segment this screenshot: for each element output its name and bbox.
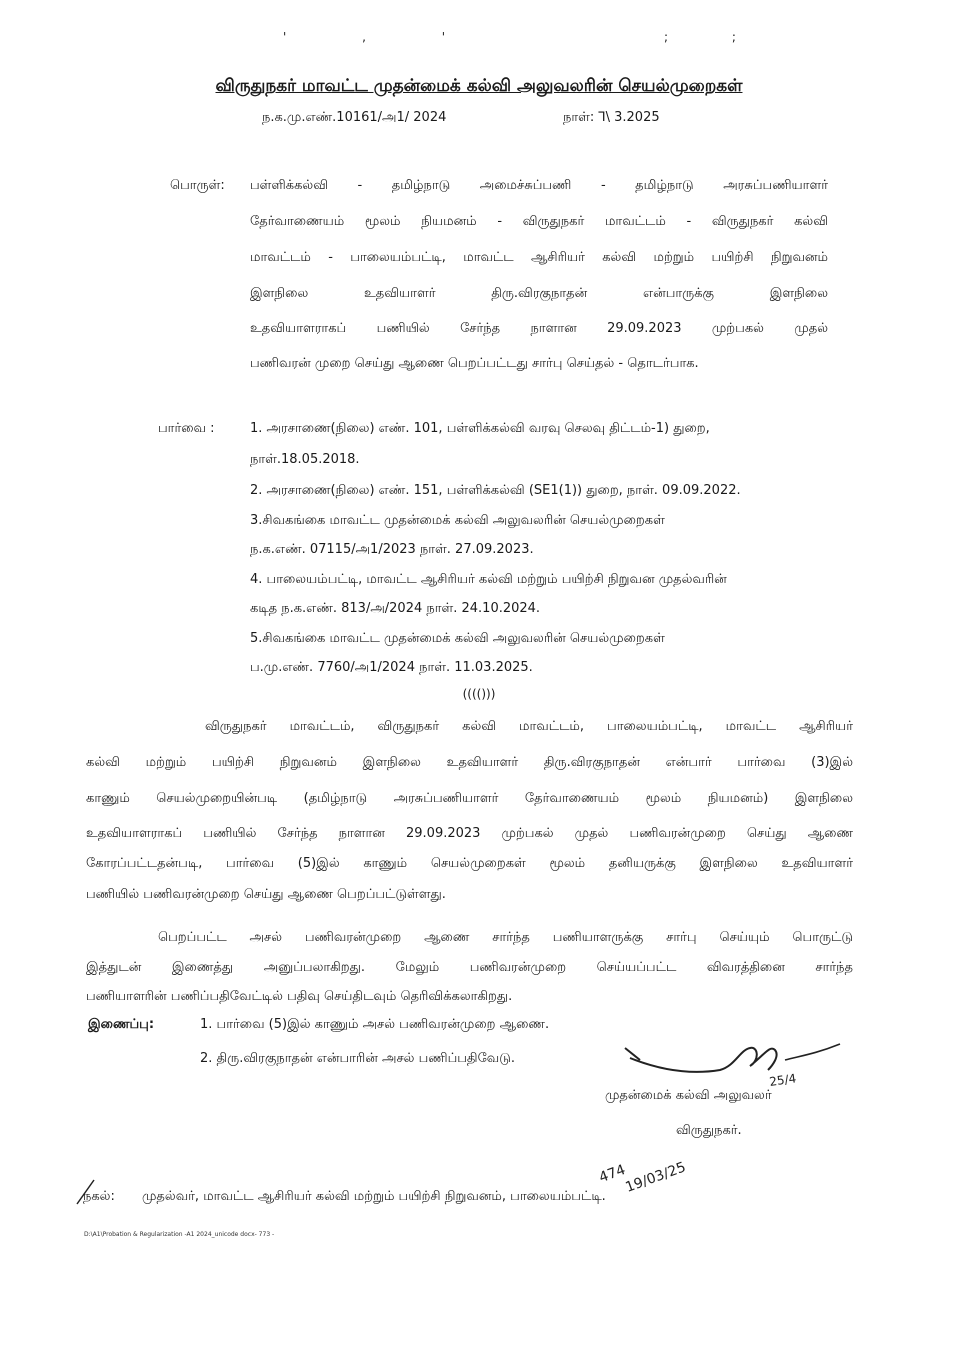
copy-recipient: முதல்வர், மாவட்ட ஆசிரியர் கல்வி மற்றும் பயிற்சி நிறுவனம், பாலையம்பட்டி. bbox=[142, 1189, 606, 1204]
subject-line: பள்ளிக்கல்வி - தமிழ்நாடு அமைச்சுப்பணி - தமிழ்நாடு அரசுப்பணியாளர் bbox=[250, 178, 828, 193]
reference-item: நாள்.18.05.2018. bbox=[250, 452, 360, 467]
subject-label: பொருள்: bbox=[170, 178, 225, 193]
enclosure-item: 1. பார்வை (5)இல் காணும் அசல் பணிவரன்முறை ஆணை. bbox=[200, 1017, 550, 1032]
body-paragraph-line: பணியாளரின் பணிப்பதிவேட்டில் பதிவு செய்திடவும் தெரிவிக்கலாகிறது. bbox=[86, 989, 513, 1004]
body-paragraph-line: இத்துடன் இணைத்து அனுப்பலாகிறது. மேலும் பணிவரன்முறை செய்யப்பட்ட விவரத்தினை சார்ந்த bbox=[86, 960, 853, 975]
reference-item: ப.மு.எண். 7760/அ1/2024 நாள். 11.03.2025. bbox=[250, 660, 533, 675]
enclosures-label: இணைப்பு: bbox=[88, 1017, 155, 1032]
copy-label: நகல்: bbox=[83, 1189, 115, 1204]
subject-line: மாவட்டம் - பாலையம்பட்டி, மாவட்ட ஆசிரியர் கல்வி மற்றும் பயிற்சி நிறுவனம் bbox=[250, 250, 828, 265]
scan-marks-right: ; ; bbox=[664, 30, 766, 44]
reference-item: 4. பாலையம்பட்டி, மாவட்ட ஆசிரியர் கல்வி மற்றும் பயிற்சி நிறுவன முதல்வரின் bbox=[250, 572, 727, 587]
signatory-place: விருதுநகர். bbox=[676, 1123, 742, 1138]
body-paragraph-line: கோரப்பட்டதன்படி, பார்வை (5)இல் காணும் செயல்முறைகள் மூலம் தனியருக்கு இளநிலை உதவியாளர் bbox=[86, 856, 853, 871]
body-paragraph-line: காணும் செயல்முறையின்படி (தமிழ்நாடு அரசுப்பணியாளர் தேர்வாணையம் மூலம் நியமனம்) இளநிலை bbox=[86, 791, 853, 806]
body-paragraph-line: உதவியாளராகப் பணியில் சேர்ந்த நாளான 29.09.2023 முற்பகல் முதல் பணிவரன்முறை செய்து ஆணை bbox=[86, 826, 853, 841]
subject-line: உதவியாளராகப் பணியில் சேர்ந்த நாளான 29.09.2023 முற்பகல் முதல் bbox=[250, 321, 828, 336]
scan-marks-left: ' , ' bbox=[283, 30, 482, 44]
svg-text:19/03/25: 19/03/25 bbox=[623, 1159, 688, 1196]
subject-line: தேர்வாணையம் மூலம் நியமனம் - விருதுநகர் மாவட்டம் - விருதுநகர் கல்வி bbox=[250, 214, 828, 229]
body-paragraph-line: விருதுநகர் மாவட்டம், விருதுநகர் கல்வி மாவட்டம், பாலையம்பட்டி, மாவட்ட ஆசிரியர் bbox=[205, 719, 853, 734]
reference-item: 1. அரசாணை(நிலை) எண். 101, பள்ளிக்கல்வி வரவு செலவு திட்டம்-1) துறை, bbox=[250, 421, 710, 436]
references-label: பார்வை : bbox=[158, 421, 215, 436]
handwritten-date-scribble bbox=[595, 1130, 705, 1196]
file-path-footer: D:\A1\Probation & Regularization -A1 2024_unicode docx- 773 - bbox=[84, 1231, 275, 1238]
subject-line: பணிவரன் முறை செய்து ஆணை பெறப்பட்டது சார்பு செய்தல் - தொடர்பாக. bbox=[250, 356, 699, 371]
svg-text:474: 474 bbox=[597, 1161, 628, 1187]
document-date: நாள்: ⅂\ 3.2025 bbox=[563, 110, 660, 125]
body-paragraph-line: கல்வி மற்றும் பயிற்சி நிறுவனம் இளநிலை உதவியாளர் திரு.விரகுநாதன் என்பார் பார்வை (3)இல் bbox=[86, 755, 853, 770]
svg-text:25/4: 25/4 bbox=[768, 1071, 798, 1089]
reference-item: ந.க.எண். 07115/அ1/2023 நாள். 27.09.2023. bbox=[250, 542, 534, 557]
reference-item: 2. அரசாணை(நிலை) எண். 151, பள்ளிக்கல்வி (SE1(1)) துறை, நாள். 09.09.2022. bbox=[250, 483, 741, 498]
reference-item: 5.சிவகங்கை மாவட்ட முதன்மைக் கல்வி அலுவலரின் செயல்முறைகள் bbox=[250, 631, 665, 646]
body-paragraph-line: பணியில் பணிவரன்முறை செய்து ஆணை பெறப்பட்டுள்ளது. bbox=[86, 887, 446, 902]
reference-item: கடித ந.க.எண். 813/அ/2024 நாள். 24.10.2024. bbox=[250, 601, 541, 616]
subject-line: இளநிலை உதவியாளர் திரு.விரகுநாதன் என்பாருக்கு இளநிலை bbox=[250, 286, 828, 301]
enclosure-item: 2. திரு.விரகுநாதன் என்பாரின் அசல் பணிப்பதிவேடு. bbox=[200, 1051, 515, 1066]
section-separator: (((())) bbox=[462, 687, 496, 701]
signatory-designation: முதன்மைக் கல்வி அலுவலர் bbox=[605, 1088, 772, 1103]
body-paragraph-line: பெறப்பட்ட அசல் பணிவரன்முறை ஆணை சார்ந்த பணியாளருக்கு சார்பு செய்யும் பொருட்டு bbox=[158, 930, 853, 945]
reference-item: 3.சிவகங்கை மாவட்ட முதன்மைக் கல்வி அலுவலரின் செயல்முறைகள் bbox=[250, 513, 665, 528]
document-title: விருதுநகர் மாவட்ட முதன்மைக் கல்வி அலுவலரின் செயல்முறைகள் bbox=[215, 76, 743, 96]
reference-number: ந.க.மு.எண்.10161/அ1/ 2024 bbox=[262, 110, 447, 125]
